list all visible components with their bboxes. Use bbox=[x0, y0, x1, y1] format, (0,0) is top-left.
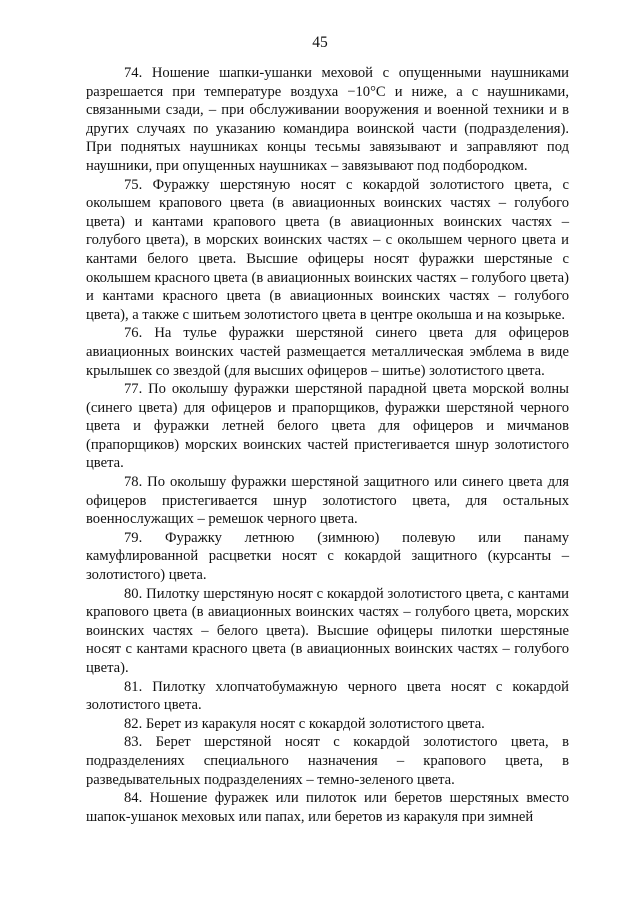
paragraph-76: 76. На тулье фуражки шерстяной синего цвета для офицеров авиационных воинских частей размещается металлическая эмблема в виде крылышек со звездой (для высших офицеров – шитье) золотистого цвета. bbox=[86, 325, 569, 379]
document-body bbox=[86, 64, 569, 826]
paragraph-75: 75. Фуражку шерстяную носят с кокардой золотистого цвета, с околышем крапового цвета (в авиационных воинских частях – голубого цвета) и кантами крапового цвета (в авиационных воинских частях – голубого цвета), в морских воинских частях – с околышем черного цвета и кантами белого цвета. Высшие офицеры носят фуражки шерстяные с околышем красного цвета (в авиационных воинских частях – голубого цвета) и кантами красного цвета (в авиационных воинских частях – голубого цвета), а также с шитьем золотистого цвета в центре околыша и на козырьке. bbox=[86, 176, 569, 323]
paragraph-80: 80. Пилотку шерстяную носят с кокардой золотистого цвета, с кантами крапового цвета (в авиационных воинских частях – голубого цвета, морских воинских частях – белого цвета). Высшие офицеры пилотки шерстяные носят с кантами красного цвета (в авиационных воинских частях – голубого цвета). bbox=[86, 585, 569, 676]
paragraph-81: 81. Пилотку хлопчатобумажную черного цвета носят с кокардой золотистого цвета. bbox=[86, 678, 569, 714]
paragraph-77: 77. По околышу фуражки шерстяной парадной цвета морской волны (синего цвета) для офицеров и прапорщиков, фуражки шерстяной черного цвета и фуражки летней белого цвета для офицеров и мичманов (прапорщиков) морских воинских частей пристегивается шнур золотистого цвета. bbox=[86, 381, 569, 472]
paragraph-84: 84. Ношение фуражек или пилоток или беретов шерстяных вместо шапок-ушанок меховых или папах, или беретов из каракуля при зимней bbox=[86, 790, 569, 825]
paragraph-82: 82. Берет из каракуля носят с кокардой золотистого цвета. bbox=[124, 715, 485, 732]
paragraph-79: 79. Фуражку летнюю (зимнюю) полевую или панаму камуфлированной расцветки носят с кокардой защитного (курсанты – золотистого) цвета. bbox=[86, 529, 569, 584]
paragraph-78: 78. По околышу фуражки шерстяной защитного или синего цвета для офицеров пристегивается шнур золотистого цвета, для остальных военнослужащих – ремешок черного цвета. bbox=[86, 474, 569, 528]
paragraph-83: 83. Берет шерстяной носят с кокардой золотистого цвета, в подразделениях специального назначения – крапового цвета, в разведывательных подразделениях – темно-зеленого цвета. bbox=[86, 734, 569, 788]
page-number: 45 bbox=[312, 34, 328, 51]
paragraph-74: 74. Ношение шапки-ушанки меховой с опущенными наушниками разрешается при температуре воздуха −10°С и ниже, а с наушниками, связанными сзади, – при обслуживании вооружения и военной техники и в других случаях по указанию командира воинской части (подразделения). При поднятых наушниках концы тесьмы завязывают и заправляют под наушники, при опущенных наушниках – завязывают под подбородком. bbox=[86, 65, 569, 174]
